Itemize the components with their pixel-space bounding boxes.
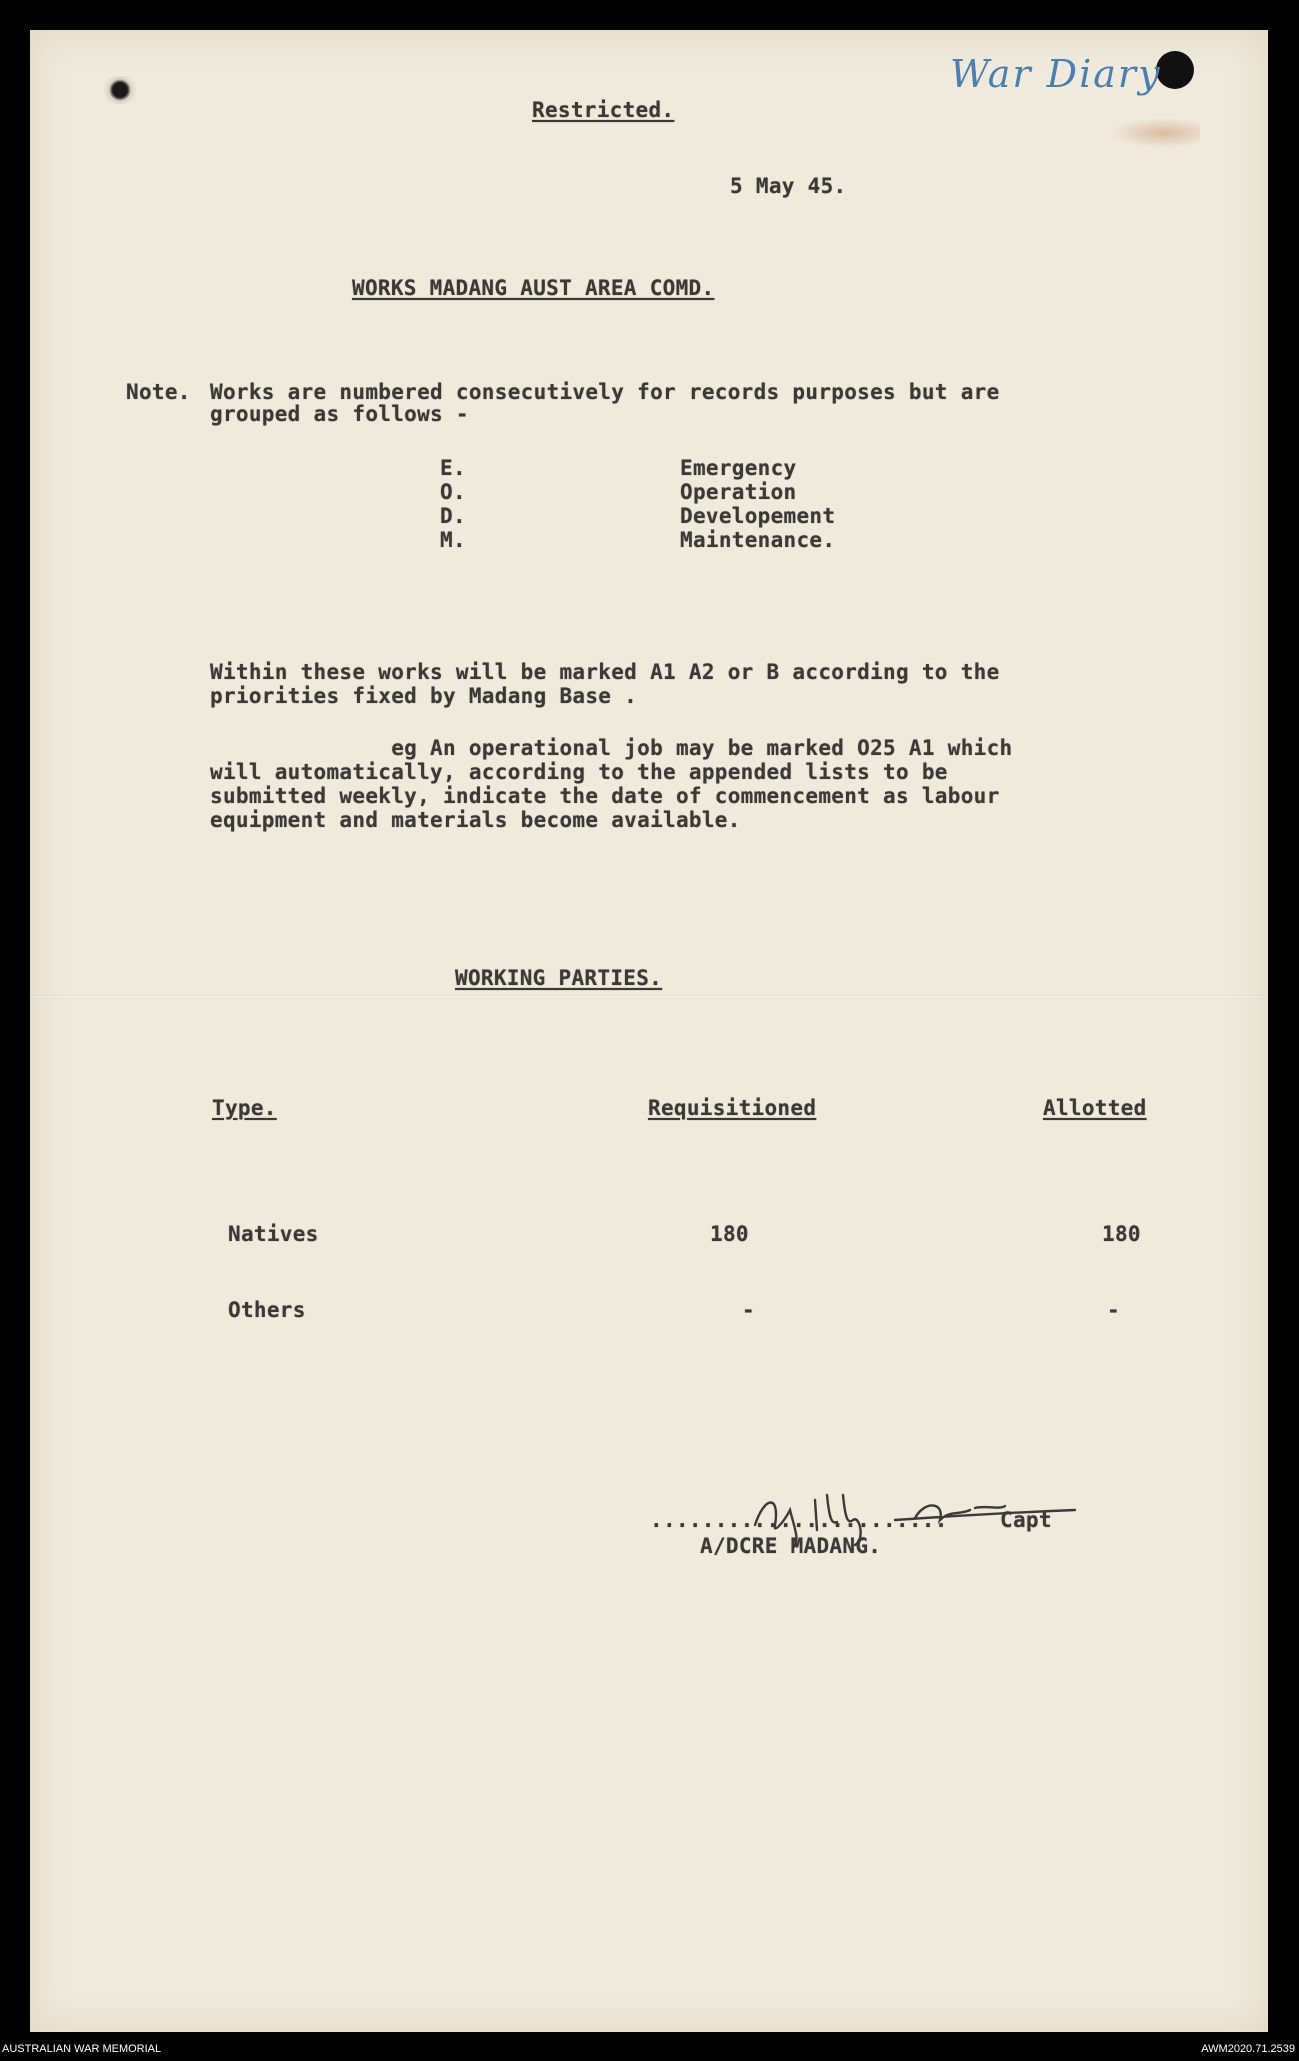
paragraph-line: Within these works will be marked A1 A2 or B according to the xyxy=(210,660,1000,684)
signature-dots: ....................... xyxy=(650,1508,948,1532)
working-parties-heading: WORKING PARTIES. xyxy=(455,966,663,990)
document-date: 5 May 45. xyxy=(730,174,847,198)
paragraph-line: equipment and materials become available. xyxy=(210,808,741,832)
table-cell-type: Natives xyxy=(228,1222,319,1246)
classification-label: Restricted. xyxy=(532,98,675,122)
paragraph-line: will automatically, according to the appended lists to be xyxy=(210,760,948,784)
signature-title: A/DCRE MADANG. xyxy=(700,1534,882,1558)
rust-stain xyxy=(1110,118,1200,148)
table-header-requisitioned: Requisitioned xyxy=(648,1096,817,1120)
table-cell-requisitioned: 180 xyxy=(710,1222,749,1246)
table-cell-allotted: - xyxy=(1107,1298,1120,1322)
paragraph-line: submitted weekly, indicate the date of commencement as labour xyxy=(210,784,1000,808)
footer-accession-number: AWM2020.71.2539 xyxy=(1201,2043,1295,2055)
paper-fold-line xyxy=(30,995,1268,999)
group-name: Developement xyxy=(680,504,836,528)
handwritten-annotation: War Diary xyxy=(950,52,1162,96)
document-page xyxy=(30,30,1268,2032)
group-code: E. xyxy=(440,456,466,480)
document-heading: WORKS MADANG AUST AREA COMD. xyxy=(352,276,715,300)
paragraph-line: eg An operational job may be marked O25 A1 which xyxy=(210,736,1013,760)
group-code: M. xyxy=(440,528,466,552)
note-label: Note. xyxy=(126,380,191,404)
table-cell-type: Others xyxy=(228,1298,306,1322)
footer-institution: AUSTRALIAN WAR MEMORIAL xyxy=(2,2043,162,2055)
punch-hole xyxy=(1156,51,1194,89)
paragraph-line: priorities fixed by Madang Base . xyxy=(210,684,638,708)
note-line-1: Works are numbered consecutively for records purposes but are xyxy=(210,380,1000,404)
table-cell-requisitioned: - xyxy=(742,1298,755,1322)
group-code: D. xyxy=(440,504,466,528)
note-line-2: grouped as follows - xyxy=(210,402,469,426)
group-name: Emergency xyxy=(680,456,797,480)
group-code: O. xyxy=(440,480,466,504)
table-cell-allotted: 180 xyxy=(1102,1222,1141,1246)
table-header-allotted: Allotted xyxy=(1043,1096,1147,1120)
group-name: Maintenance. xyxy=(680,528,836,552)
signature-rank: Capt xyxy=(1000,1508,1052,1532)
group-name: Operation xyxy=(680,480,797,504)
table-header-type: Type. xyxy=(212,1096,277,1120)
